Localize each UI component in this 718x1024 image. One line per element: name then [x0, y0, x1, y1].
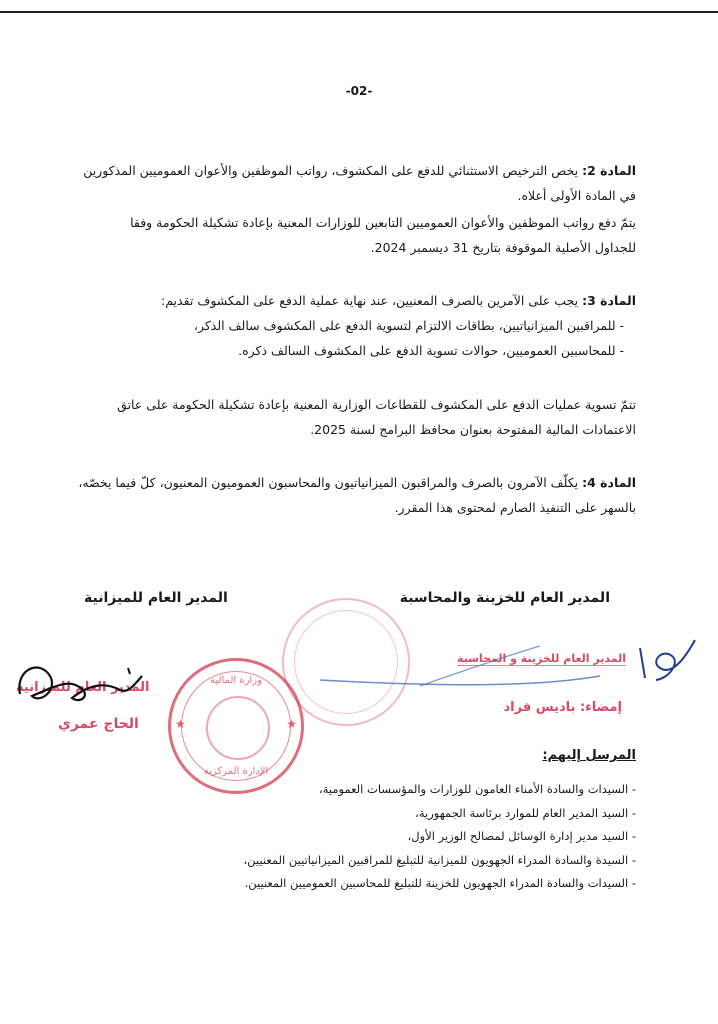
treasury-signed-name: إمضاء: باديس فراد [503, 700, 622, 715]
article-4-line-1: يكلّف الآمرون بالصرف والمراقبون الميزانياتيون والمحاسبون العموميون المعنيون، كلّ فيما يخصّه، [78, 475, 579, 490]
seal-top-text: وزارة المالية [210, 675, 262, 686]
page-number: -02- [345, 84, 373, 98]
list-item: - السيدة والسادة المدراء الجهويون للميزانية للتبليغ للمراقبين الميزانياتيين المعنيين، [243, 852, 636, 867]
article-2 [76, 158, 636, 260]
budget-stamp-title: المدير العام للميزانية [16, 680, 150, 695]
article-3-bullet-1: - للمراقبين الميزانياتيين، بطاقات الالتزام لتسوية الدفع على المكشوف سالف الذكر، [193, 318, 624, 333]
budget-director-title: المدير العام للميزانية [84, 590, 228, 606]
star-icon: ★ [175, 717, 186, 731]
budget-signed-name: الحاج عمري [58, 716, 139, 732]
article-3-intro: يجب على الآمرين بالصرف المعنيين، عند نهاية عملية الدفع على المكشوف تقديم: [161, 293, 579, 308]
treasury-signature-icon [300, 628, 700, 698]
article-3-para-line-2: الاعتمادات المالية المفتوحة بعنوان محافظ البرامج لسنة 2025. [310, 422, 636, 437]
article-4-label: المادة 4: [582, 475, 636, 490]
article-2-label: المادة 2: [582, 163, 636, 178]
article-2-line-4: للجداول الأصلية الموقوفة بتاريخ 31 ديسمبر 2024. [370, 240, 636, 255]
crescent-emblem-icon [206, 696, 270, 760]
article-3 [76, 288, 636, 363]
treasury-stamp-title: المدير العام للخزينة و المحاسبة [456, 652, 626, 665]
seal-bottom-text: الإدارة المركزية [203, 766, 269, 777]
list-item: - السيد مدير إدارة الوسائل لمصالح الوزير الأول، [407, 829, 636, 843]
article-3-paragraph [76, 392, 636, 442]
article-2-line-3: يتمّ دفع رواتب الموظفين والأعوان العموميين التابعين للوزارات المعنية بإعادة تشكيلة الحكومة وفقا [130, 215, 636, 230]
treasury-director-title: المدير العام للخزينة والمحاسبة [399, 590, 610, 606]
list-item: - السيد المدير العام للموارد برئاسة الجمهورية، [415, 805, 636, 820]
recipients-title: المرسل إليهم: [542, 748, 636, 763]
article-3-bullet-2: - للمحاسبين العموميين، حوالات تسوية الدفع على المكشوف السالف ذكره. [238, 343, 624, 358]
list-item: - السيدات والسادة الأمناء العامون للوزارات والمؤسسات العمومية، [319, 782, 636, 796]
budget-seal-stamp [168, 658, 304, 794]
article-3-label: المادة 3: [582, 293, 636, 308]
article-2-line-1: يخص الترخيص الاستثنائي للدفع على المكشوف، رواتب الموظفين والأعوان العموميين المذكورين [83, 163, 579, 178]
article-4-line-2: بالسهر على التنفيذ الصارم لمحتوى هذا المقرر. [394, 500, 636, 515]
star-icon: ★ [286, 717, 297, 731]
top-border [0, 0, 718, 13]
list-item: - السيدات والسادة المدراء الجهويون للخزينة للتبليغ للمحاسبين العموميين المعنيين. [244, 876, 636, 890]
article-3-para-line-1: تتمّ تسوية عمليات الدفع على المكشوف للقطاعات الوزارية المعنية بإعادة تشكيلة الحكومة على عاتق [117, 397, 636, 412]
article-2-line-2: في المادة الأولى أعلاه. [517, 188, 636, 203]
budget-signature-icon [10, 654, 150, 724]
article-4 [76, 470, 636, 520]
recipients-list [243, 778, 636, 896]
